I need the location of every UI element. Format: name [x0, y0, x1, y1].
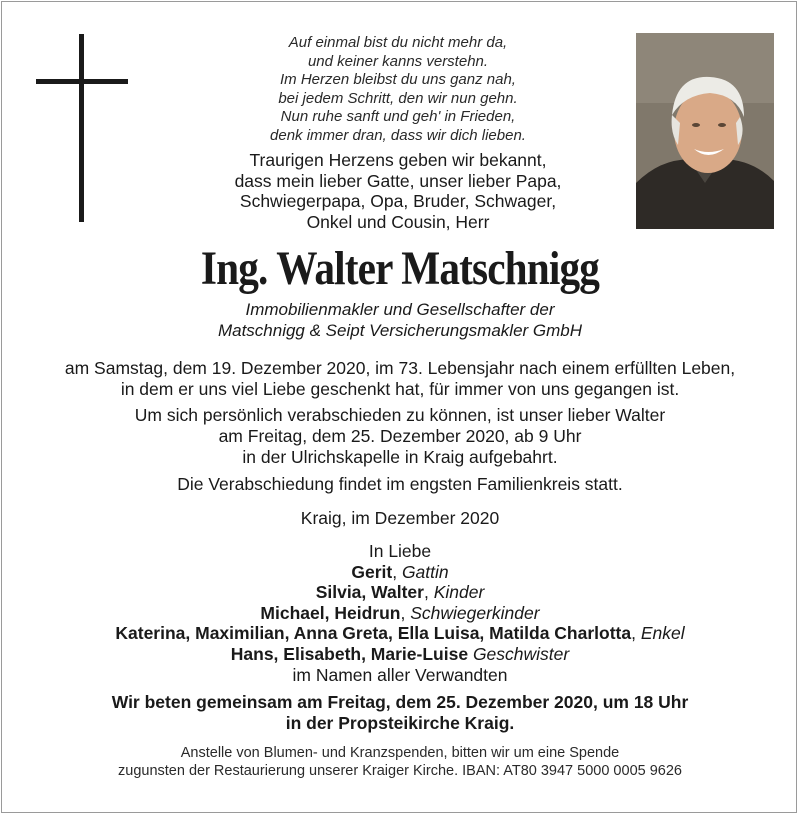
- signer-relation: Gattin: [401, 561, 449, 582]
- viewing-line: Um sich persönlich verabschieden zu können, ist unser lieber Walter: [134, 405, 666, 425]
- poem-line: Auf einmal bist du nicht mehr da,: [288, 34, 508, 51]
- signer-names: Silvia, Walter: [315, 582, 424, 603]
- place-date: Kraig, im Dezember 2020: [300, 508, 500, 528]
- viewing-info: [60, 405, 740, 468]
- signer-names: Michael, Heidrun: [260, 602, 401, 623]
- signer-row: Silvia, Walter, Kinder: [315, 582, 485, 603]
- farewell-info: Die Verabschiedung findet im engsten Familienkreis statt.: [177, 474, 623, 494]
- prayer-line: Wir beten gemeinsam am Freitag, dem 25. Dezember 2020, um 18 Uhr: [111, 692, 689, 712]
- signers-closing: im Namen aller Verwandten: [292, 664, 508, 685]
- signer-row: [60, 644, 740, 665]
- memorial-poem: [228, 34, 568, 146]
- signer-names: Gerit: [351, 561, 393, 582]
- intro-line: dass mein lieber Gatte, unser lieber Papa,: [234, 170, 562, 191]
- donation-note: [40, 744, 760, 780]
- death-notice: [20, 358, 780, 400]
- announcement-intro: [200, 150, 596, 232]
- death-notice-line: am Samstag, dem 19. Dezember 2020, im 73. Lebensjahr nach einem erfüllten Leben,: [64, 358, 736, 378]
- intro-line: Traurigen Herzens geben wir bekannt,: [249, 150, 547, 170]
- signer-names: Hans, Elisabeth, Marie-Luise: [230, 643, 469, 664]
- donation-line: zugunsten der Restaurierung unserer Kraiger Kirche. IBAN: AT80 3947 5000 0005 9626: [118, 763, 682, 779]
- donation-line: Anstelle von Blumen- und Kranzspenden, bitten wir um eine Spende: [180, 745, 620, 761]
- signers-block: [60, 541, 740, 685]
- signers-opening: In Liebe: [368, 541, 432, 561]
- role-line: Matschnigg & Seipt Versicherungsmakler GmbH: [217, 320, 583, 340]
- death-notice-line: in dem er uns viel Liebe geschenkt hat, für immer von uns gegangen ist.: [120, 379, 680, 400]
- prayer-info: [60, 692, 740, 734]
- poem-line: und keiner kanns verstehn.: [307, 52, 489, 70]
- poem-line: Nun ruhe sanft und geh' in Frieden,: [280, 108, 516, 126]
- role-line: Immobilienmakler und Gesellschafter der: [245, 300, 555, 319]
- signer-relation: Schwiegerkinder: [410, 602, 540, 623]
- signer-row: Gerit, Gattin: [351, 561, 449, 582]
- viewing-line: am Freitag, dem 25. Dezember 2020, ab 9 Uhr: [218, 426, 582, 446]
- signer-relation: Geschwister: [472, 643, 570, 664]
- intro-line: Schwiegerpapa, Opa, Bruder, Schwager,: [239, 191, 557, 212]
- poem-line: bei jedem Schritt, den wir nun gehn.: [278, 89, 518, 107]
- signer-names: Katerina, Maximilian, Anna Greta, Ella Luisa, Matilda Charlotta: [115, 623, 632, 644]
- prayer-line: in der Propsteikirche Kraig.: [285, 713, 515, 733]
- signer-row: Katerina, Maximilian, Anna Greta, Ella Luisa, Matilda Charlotta, Enkel: [115, 623, 685, 644]
- poem-line: Im Herzen bleibst du uns ganz nah,: [280, 71, 516, 89]
- poem-line: denk immer dran, dass wir dich lieben.: [270, 126, 526, 144]
- signer-row: Michael, Heidrun, Schwiegerkinder: [260, 602, 540, 623]
- intro-line: Onkel und Cousin, Herr: [306, 211, 490, 232]
- signer-relation: Enkel: [640, 623, 685, 644]
- deceased-role: [140, 300, 660, 341]
- portrait-photo: [636, 33, 774, 229]
- viewing-line: in der Ulrichskapelle in Kraig aufgebahrt.: [242, 447, 558, 467]
- cross-icon: [36, 34, 128, 222]
- deceased-name: Ing. Walter Matschnigg: [200, 242, 600, 295]
- signer-relation: Kinder: [433, 582, 485, 603]
